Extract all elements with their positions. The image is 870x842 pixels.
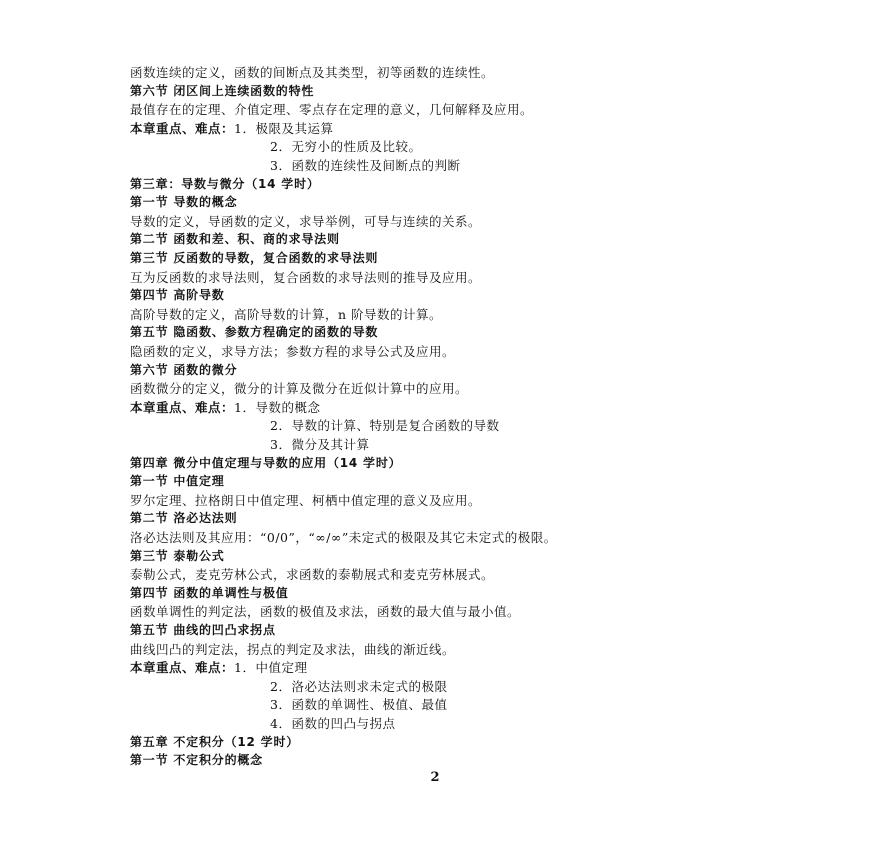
key-points-label: 本章重点、难点： xyxy=(130,120,235,136)
body-text-line: 最值存在的定理、介值定理、零点存在定理的意义，几何解释及应用。 xyxy=(130,102,534,118)
body-text-line: 函数微分的定义，微分的计算及微分在近似计算中的应用。 xyxy=(130,381,469,397)
section-heading: 第一节 中值定理 xyxy=(130,474,225,489)
key-point-item: 3．函数的单调性、极值、最值 xyxy=(270,697,448,713)
body-text-line: 洛必达法则及其应用：“0/0”，“∞/∞”未定式的极限及其它未定式的极限。 xyxy=(130,530,557,545)
key-point-item: 3．函数的连续性及间断点的判断 xyxy=(270,158,461,173)
body-text-line: 罗尔定理、拉格朗日中值定理、柯栖中值定理的意义及应用。 xyxy=(130,492,482,508)
key-point-item: 2．导数的计算、特别是复合函数的导数 xyxy=(270,418,500,434)
section-heading: 第四节 高阶导数 xyxy=(130,288,225,303)
body-text-line: 曲线凹凸的判定法，拐点的判定及求法，曲线的渐近线。 xyxy=(130,641,456,657)
section-heading: 第一节 不定积分的概念 xyxy=(130,753,263,768)
section-heading: 第四章 微分中值定理与导数的应用（14 学时） xyxy=(130,455,402,470)
key-point-item: 4．函数的凹凸与拐点 xyxy=(270,716,396,731)
page-number: 2 xyxy=(430,770,440,785)
key-points-label: 本章重点、难点： xyxy=(130,660,235,676)
section-heading: 第二节 洛必达法则 xyxy=(130,511,238,526)
body-text-line: 函数单调性的判定法，函数的极值及求法，函数的最大值与最小值。 xyxy=(130,604,521,620)
key-points-line xyxy=(130,120,333,137)
key-point-item: 1．导数的概念 xyxy=(234,399,321,415)
section-heading: 第二节 函数和差、积、商的求导法则 xyxy=(130,232,340,247)
section-heading: 第六节 闭区间上连续函数的特性 xyxy=(130,83,315,98)
key-point-item: 2．无穷小的性质及比较。 xyxy=(270,139,422,155)
key-point-item: 1．极限及其运算 xyxy=(234,120,334,136)
key-points-line xyxy=(130,399,320,416)
section-heading: 第三章：导数与微分（14 学时） xyxy=(130,176,320,191)
key-point-item: 3．微分及其计算 xyxy=(270,437,370,452)
body-text-line: 隐函数的定义，求导方法；参数方程的求导公式及应用。 xyxy=(130,344,456,359)
body-text-line: 泰勒公式，麦克劳林公式，求函数的泰勒展式和麦克劳林展式。 xyxy=(130,567,495,583)
body-text-line: 高阶导数的定义，高阶导数的计算，n 阶导数的计算。 xyxy=(130,306,443,322)
section-heading: 第四节 函数的单调性与极值 xyxy=(130,585,289,600)
section-heading: 第三节 反函数的导数，复合函数的求导法则 xyxy=(130,251,379,265)
key-point-item: 2．洛必达法则求未定式的极限 xyxy=(270,678,448,694)
section-heading: 第五章 不定积分（12 学时） xyxy=(130,734,300,749)
key-points-line xyxy=(130,659,307,676)
section-heading: 第五节 隐函数、参数方程确定的函数的导数 xyxy=(130,325,379,340)
body-text-line: 函数连续的定义，函数的间断点及其类型，初等函数的连续性。 xyxy=(130,65,495,80)
body-text-line: 互为反函数的求导法则，复合函数的求导法则的推导及应用。 xyxy=(130,269,482,285)
section-heading: 第五节 曲线的凹凸求拐点 xyxy=(130,623,276,637)
key-points-label: 本章重点、难点： xyxy=(130,399,235,415)
body-text-line: 导数的定义，导函数的定义，求导举例，可导与连续的关系。 xyxy=(130,213,482,229)
section-heading: 第三节 泰勒公式 xyxy=(130,548,225,563)
section-heading: 第一节 导数的概念 xyxy=(130,195,238,210)
section-heading: 第六节 函数的微分 xyxy=(130,362,238,377)
key-point-item: 1．中值定理 xyxy=(234,660,308,676)
